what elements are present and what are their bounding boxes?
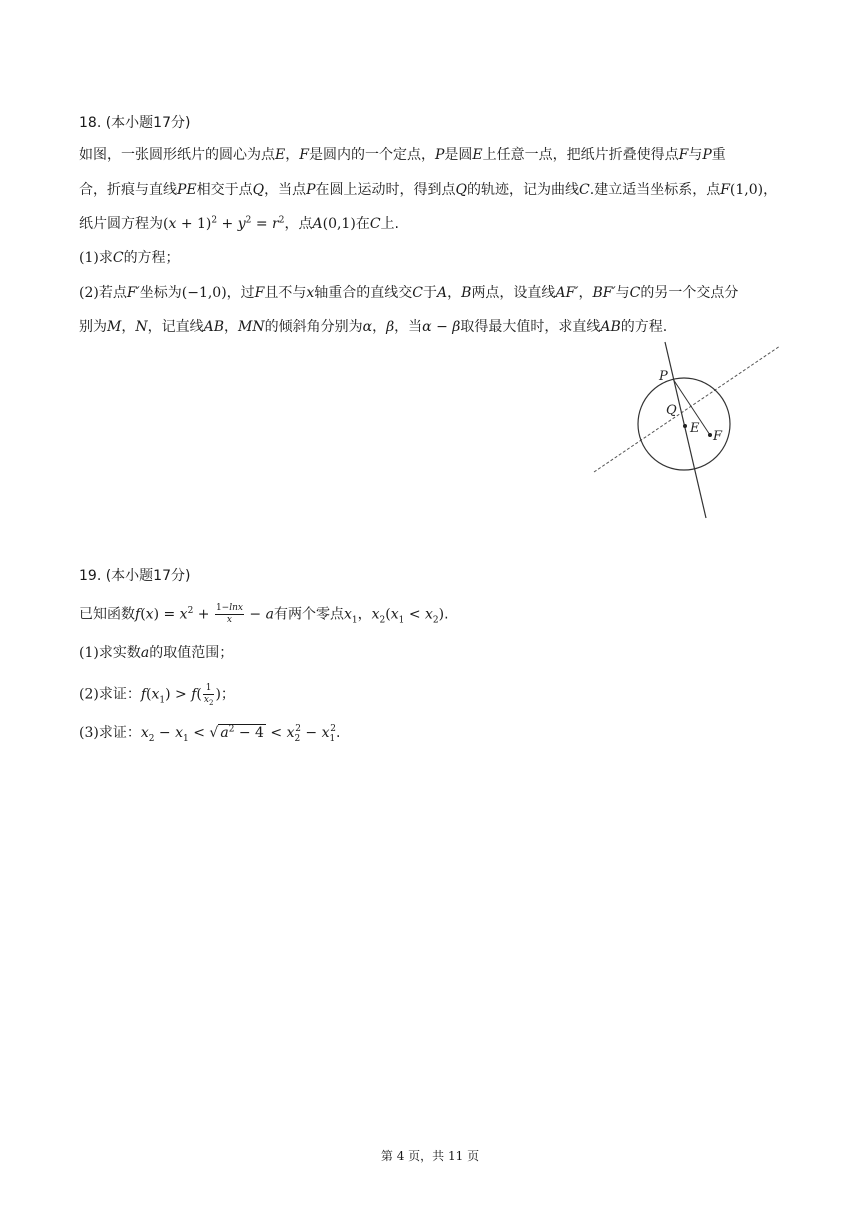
point-f <box>708 433 712 437</box>
q18-text-line-3: 纸片圆方程为$(x + 1)^2 + y^2 = r^2$，点A(0,1)在C上. <box>79 215 399 232</box>
sqrt-expression: $a^2 - 4$ <box>220 724 264 741</box>
q19-part-3: (3)求证：$x_2 - x_1$ < √ $a^2 - 4 < x_2^2 - x_1^2$. <box>79 724 341 744</box>
label-f: F <box>713 429 723 444</box>
fold-line <box>594 346 780 472</box>
circle-fold-diagram <box>590 338 790 524</box>
q19-text: 已知函数$f(x) = x^2$ + $\frac{1-\ln x}{x}$ − a有两个零点$x_1$，$x_2(x_1 < x_2)$. <box>79 603 449 626</box>
q18-text-line-2: 合，折痕与直线PE相交于点Q，当点P在圆上运动时，得到点Q的轨迹，记为曲线C.建立适当坐标系，点F(1,0)， <box>79 182 778 198</box>
fraction: $\frac{1-\ln x}{x}$ <box>215 603 243 625</box>
fraction: $\frac{1}{x_2}$ <box>203 683 214 707</box>
q19-part-1: (1)求实数a的取值范围； <box>79 645 234 661</box>
q19-header: 19. (本小题17分) <box>79 568 191 584</box>
label-p: P <box>659 369 668 384</box>
q18-figure <box>590 338 790 524</box>
q18-part-2-line-2: 别为M，N，记直线AB，MN的倾斜角分别为α，β，当α − β取得最大值时，求直线AB的方程. <box>79 319 668 335</box>
q19-part-2: (2)求证：$f(x_1) > f$( $\frac{1}{x_2}$ )； <box>79 683 235 707</box>
label-e: E <box>690 421 700 436</box>
q18-header: 18. (本小题17分) <box>79 115 191 131</box>
q18-text-line-1: 如图，一张圆形纸片的圆心为点E，F是圆内的一个定点，P是圆E上任意一点，把纸片折叠使得点F与P重 <box>79 147 726 163</box>
label-q: Q <box>666 403 677 418</box>
q18-part-2-line-1: (2)若点F′坐标为(−1,0)，过F且不与x轴重合的直线交C于A，B两点，设直线AF′，BF′与C的另一个交点分 <box>79 285 739 301</box>
point-e <box>683 424 687 428</box>
q18-part-1: (1)求C的方程； <box>79 250 180 266</box>
line-pe <box>665 342 706 518</box>
page-footer: 第 4 页，共 11 页 <box>380 1149 480 1163</box>
